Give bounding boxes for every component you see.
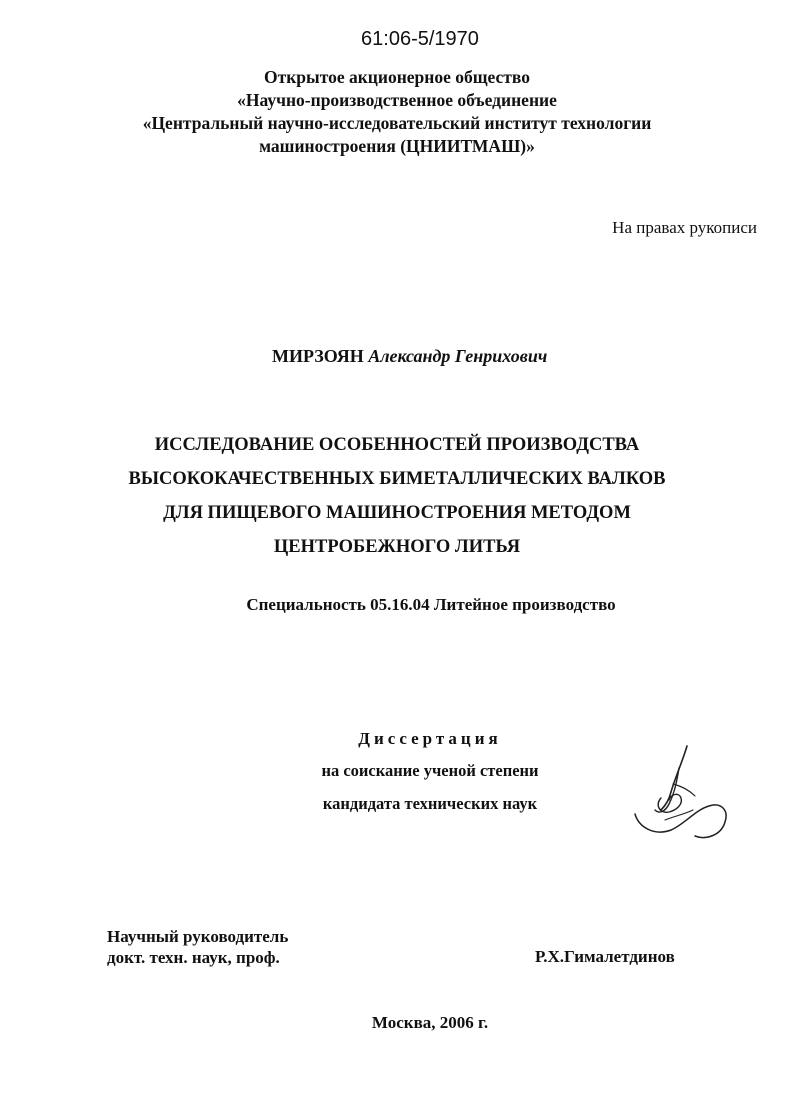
author-given-names: Александр Генрихович bbox=[368, 346, 548, 366]
supervisor-role: Научный руководитель bbox=[107, 927, 289, 946]
registration-code: 61:06-5/1970 bbox=[361, 28, 479, 50]
organization-line: «Центральный научно-исследовательский институт технологии bbox=[142, 113, 652, 133]
organization-line: Открытое акционерное общество bbox=[264, 67, 530, 87]
title-line: ВЫСОКОКАЧЕСТВЕННЫХ БИМЕТАЛЛИЧЕСКИХ ВАЛКОВ bbox=[128, 469, 666, 489]
specialty: Специальность 05.16.04 Литейное производство bbox=[246, 595, 616, 614]
title-line: ДЛЯ ПИЩЕВОГО МАШИНОСТРОЕНИЯ МЕТОДОМ bbox=[163, 503, 631, 523]
city-year: Москва, 2006 г. bbox=[371, 1013, 489, 1032]
title-line: ИССЛЕДОВАНИЕ ОСОБЕННОСТЕЙ ПРОИЗВОДСТВА bbox=[154, 435, 640, 455]
title-line: ЦЕНТРОБЕЖНОГО ЛИТЬЯ bbox=[273, 537, 521, 557]
organization-line: машиностроения (ЦНИИТМАШ)» bbox=[259, 136, 535, 156]
dissertation-label: Диссертация bbox=[358, 729, 502, 748]
degree-line-1: на соискание ученой степени bbox=[321, 761, 539, 780]
author-surname: МИРЗОЯН bbox=[272, 346, 364, 366]
handwritten-signature bbox=[625, 740, 735, 850]
author-name bbox=[272, 346, 547, 367]
organization-block bbox=[0, 66, 794, 158]
supervisor-credentials: докт. техн. наук, проф. bbox=[107, 948, 280, 967]
dissertation-title bbox=[0, 428, 794, 564]
supervisor-name: Р.Х.Гималетдинов bbox=[535, 947, 675, 966]
degree-line-2: кандидата технических наук bbox=[322, 794, 538, 813]
manuscript-rights-note: На правах рукописи bbox=[612, 218, 757, 237]
organization-line: «Научно-производственное объединение bbox=[237, 90, 557, 110]
